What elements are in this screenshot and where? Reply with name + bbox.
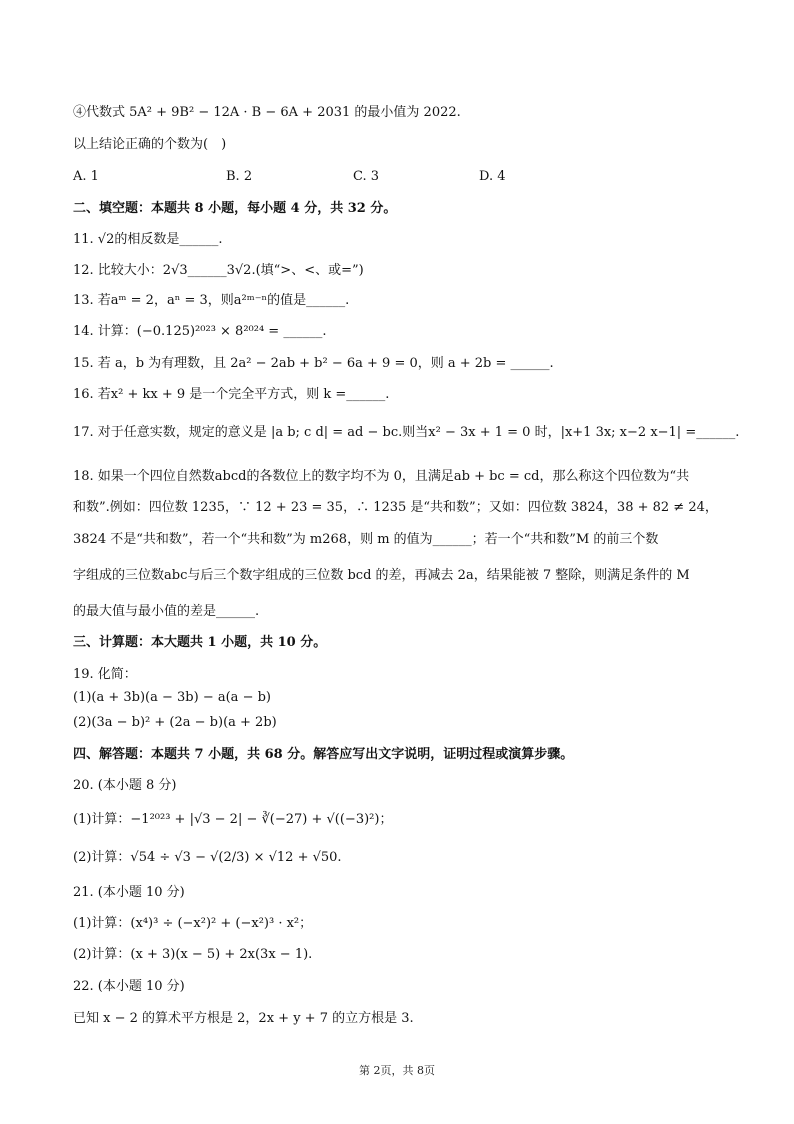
question-13: 13. 若aᵐ = 2，aⁿ = 3，则a²ᵐ⁻ⁿ的值是______. bbox=[73, 293, 350, 308]
question-21-title: 21. (本小题 10 分) bbox=[73, 885, 185, 900]
question-16: 16. 若x² + kx + 9 是一个完全平方式，则 k =______. bbox=[73, 387, 390, 402]
question-21-part-2: (2)计算：(x + 3)(x − 5) + 2x(3x − 1). bbox=[73, 947, 313, 962]
question-20-part-2: (2)计算：√54 ÷ √3 − √(2/3) × √12 + √50. bbox=[73, 850, 342, 865]
question-20-part-1: (1)计算：−1²⁰²³ + |√3 − 2| − ∛(−27) + √((−3)²)； bbox=[73, 812, 393, 827]
question-11: 11. √2的相反数是______. bbox=[73, 232, 223, 247]
question-18-line-3: 3824 不是“共和数”，若一个“共和数”为 m268，则 m 的值为______；若一个“共和数”M 的前三个数 bbox=[73, 532, 659, 547]
question-18-line-2: 和数”.例如：四位数 1235，∵ 12 + 23 = 35，∴ 1235 是“共和数”；又如：四位数 3824，38 + 82 ≠ 24， bbox=[73, 500, 718, 515]
option-d: D. 4 bbox=[479, 169, 506, 184]
question-12: 12. 比较大小：2√3______3√2.(填“>、<、或=”) bbox=[73, 263, 364, 278]
option-a: A. 1 bbox=[73, 169, 99, 184]
question-15: 15. 若 a，b 为有理数，且 2a² − 2ab + b² − 6a + 9 = 0，则 a + 2b = ______. bbox=[73, 356, 554, 371]
option-c: C. 3 bbox=[353, 169, 380, 184]
question-18-line-4: 字组成的三位数abc与后三个数字组成的三位数 bcd 的差，再减去 2a，结果能被 7 整除，则满足条件的 M bbox=[73, 568, 690, 583]
section-4-heading: 四、解答题：本题共 7 小题，共 68 分。解答应写出文字说明，证明过程或演算步骤。 bbox=[73, 747, 574, 762]
section-2-heading: 二、填空题：本题共 8 小题，每小题 4 分，共 32 分。 bbox=[73, 201, 397, 216]
question-14: 14. 计算：(−0.125)²⁰²³ × 8²⁰²⁴ = ______. bbox=[73, 324, 327, 339]
question-10-statement-4: ④代数式 5A² + 9B² − 12A · B − 6A + 2031 的最小值为 2022. bbox=[73, 105, 461, 120]
question-18-line-5: 的最大值与最小值的差是______. bbox=[73, 604, 260, 619]
question-19-part-2: (2)(3a − b)² + (2a − b)(a + 2b) bbox=[73, 715, 277, 730]
question-10-prompt: 以上结论正确的个数为( ) bbox=[73, 137, 227, 152]
question-20-title: 20. (本小题 8 分) bbox=[73, 778, 177, 793]
page-footer: 第 2页，共 8页 bbox=[359, 1064, 435, 1077]
question-22-title: 22. (本小题 10 分) bbox=[73, 979, 185, 994]
section-3-heading: 三、计算题：本大题共 1 小题，共 10 分。 bbox=[73, 635, 327, 650]
question-22-statement: 已知 x − 2 的算术平方根是 2，2x + y + 7 的立方根是 3. bbox=[73, 1011, 414, 1026]
question-21-part-1: (1)计算：(x⁴)³ ÷ (−x²)² + (−x²)³ · x²； bbox=[73, 916, 313, 931]
question-19-part-1: (1)(a + 3b)(a − 3b) − a(a − b) bbox=[73, 690, 271, 705]
question-19-title: 19. 化简： bbox=[73, 667, 137, 682]
question-17: 17. 对于任意实数，规定的意义是 |a b; c d| = ad − bc.则当x² − 3x + 1 = 0 时，|x+1 3x; x−2 x−1| =______. bbox=[73, 425, 740, 440]
question-18-line-1: 18. 如果一个四位自然数abcd的各数位上的数字均不为 0，且满足ab + bc = cd，那么称这个四位数为“共 bbox=[73, 469, 690, 484]
option-b: B. 2 bbox=[226, 169, 253, 184]
